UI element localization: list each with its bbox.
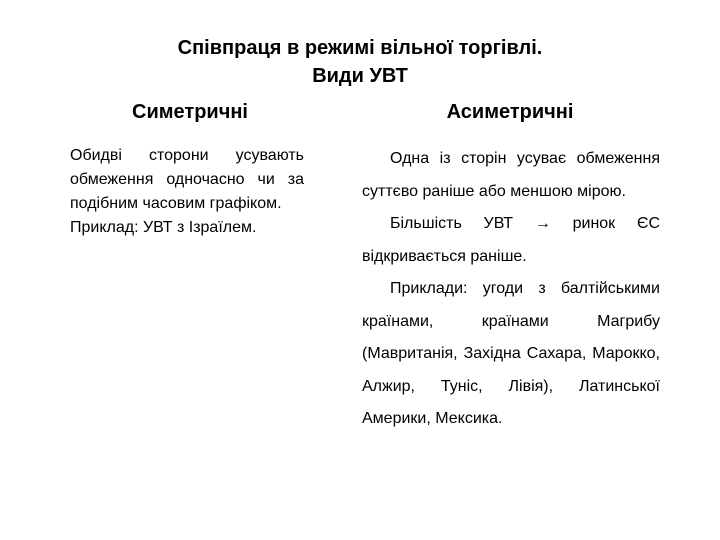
page-title: [0, 34, 720, 90]
title-line-1: Співпраця в режимі вільної торгівлі.: [177, 37, 543, 59]
symmetric-example: Приклад: УВТ з Ізраїлем.: [70, 219, 257, 236]
symmetric-description: Обидві сторони усувають обмеження одночасно чи за подібним часовим графіком.: [70, 147, 304, 212]
asymmetric-column: [362, 143, 660, 436]
asymmetric-paragraph-1: Одна із сторін усуває обмеження суттєво раніше або меншою мірою.: [362, 150, 660, 200]
asymmetric-paragraph-3: Приклади: угоди з балтійськими країнами, країнами Магрибу (Мавританія, Західна Сахара, Марокко, Алжир, Туніс, Лівія), Латинської Америки, Мексика.: [362, 280, 660, 427]
asymmetric-heading: Асиметричні: [446, 101, 574, 123]
symmetric-heading: Симетричні: [132, 101, 248, 123]
title-line-2: Види УВТ: [312, 65, 408, 87]
asymmetric-paragraph-2: Більшість УВТ → ринок ЄС відкривається раніше.: [362, 215, 660, 265]
symmetric-column: [70, 144, 304, 240]
